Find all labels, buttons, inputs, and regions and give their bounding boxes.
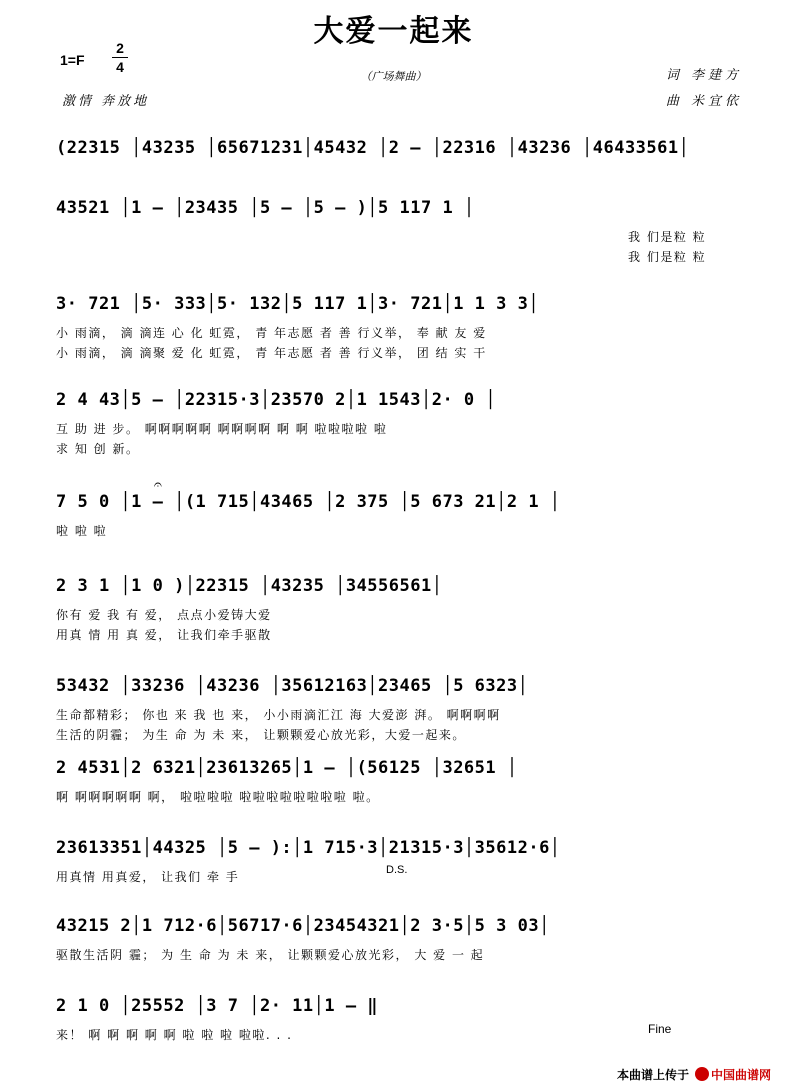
song-title: 大爱一起来: [313, 14, 474, 49]
lyricist-credit: 词 李建方: [665, 68, 742, 83]
lyrics-verse-1: 生命都精彩； 你也 来 我 也 来， 小小雨滴汇江 海 大爱澎 湃。 啊啊啊啊: [56, 708, 501, 722]
notation-line: 2 1 0 │25552 │3 7 │2· 11│1 — ‖: [56, 996, 379, 1016]
lyrics-verse-1: 你有 爱 我 有 爱， 点点小爱铸大爱: [56, 608, 272, 622]
notation-line: 2 4531│2 6321│23613265│1 — │(56125 │32651 │: [56, 758, 518, 778]
lyrics-verse-2: 小 雨滴， 滴 滴聚 爱 化 虹霓， 青 年志愿 者 善 行义举， 团 结 实 干: [56, 346, 487, 360]
lyrics-verse-1: 来！ 啊 啊 啊 啊 啊 啦 啦 啦 啦啦. . .: [56, 1028, 293, 1042]
notation-line: 2 3 1 │1 0 )│22315 │43235 │34556561│: [56, 576, 443, 596]
lyrics-verse-1: 驱散生活阴 霾； 为 生 命 为 未 来， 让颗颗爱心放光彩， 大 爱 一 起: [56, 948, 485, 962]
composer-credit: 曲 米宜依: [665, 94, 742, 109]
fine-mark: Fine: [648, 1022, 672, 1036]
notation-line: 43215 2│1 712·6│56717·6│23454321│2 3·5│5 3 03│: [56, 916, 550, 936]
notation-line: 23613351│44325 │5 — ):│1 715·3│21315·3│35612·6│: [56, 838, 561, 858]
lyrics-verse-2: 求 知 创 新。: [56, 442, 140, 456]
genre-label: （广场舞曲）: [360, 70, 427, 83]
lyrics-verse-2: 用真 情 用 真 爱， 让我们牵手驱散: [56, 628, 272, 642]
notation-line: 43521 │1 — │23435 │5 — │5 — )│5 117 1 │: [56, 198, 475, 218]
site-logo-icon: [695, 1067, 709, 1081]
time-signature-top: 2: [116, 40, 124, 56]
notation-line: 7 5 0 │1 — │(1 715│43465 │2 375 │5 673 21│2 1 │: [56, 492, 561, 512]
footer: [617, 1066, 771, 1083]
time-signature-line: [112, 57, 128, 58]
site-brand: 中国曲谱网: [710, 1068, 771, 1082]
lyrics-verse-2: 生活的阴霾； 为生 命 为 未 来， 让颗颗爱心放光彩，大爱一起来。: [56, 728, 466, 742]
notation-line: 53432 │33236 │43236 │35612163│23465 │5 6323│: [56, 676, 529, 696]
ds-mark: D.S.: [386, 864, 408, 876]
notation-line: (22315 │43235 │65671231│45432 │2 — │22316 │43236 │46433561│: [56, 138, 690, 158]
fermata-mark: 𝄐: [154, 476, 162, 492]
upload-label: 本曲谱上传于: [616, 1068, 689, 1082]
lyrics-verse-1: 互 助 进 步。 啊啊啊啊啊 啊啊啊啊 啊 啊 啦啦啦啦 啦: [56, 422, 388, 436]
lyrics-verse-1: 用真情 用真爱， 让我们 牵 手: [56, 870, 240, 884]
lyrics-verse-1: 我 们是粒 粒: [628, 230, 707, 244]
lyrics-verse-2: 我 们是粒 粒: [628, 250, 707, 264]
lyrics-verse-1: 小 雨滴， 滴 滴连 心 化 虹霓， 青 年志愿 者 善 行义举， 奉 献 友 爱: [56, 326, 487, 340]
tempo-marking: 激情 奔放地: [62, 94, 150, 109]
notation-line: 2 4 43│5 — │22315·3│23570 2│1 1543│2· 0 │: [56, 390, 497, 410]
lyrics-verse-1: 啦 啦 啦: [56, 524, 108, 538]
lyrics-verse-1: 啊 啊啊啊啊啊 啊， 啦啦啦啦 啦啦啦啦啦啦啦啦 啦。: [56, 790, 380, 804]
notation-line: 3· 721 │5· 333│5· 132│5 117 1│3· 721│1 1 3 3│: [56, 294, 540, 314]
time-signature-bottom: 4: [116, 59, 124, 75]
key-signature: 1=F: [60, 52, 85, 68]
